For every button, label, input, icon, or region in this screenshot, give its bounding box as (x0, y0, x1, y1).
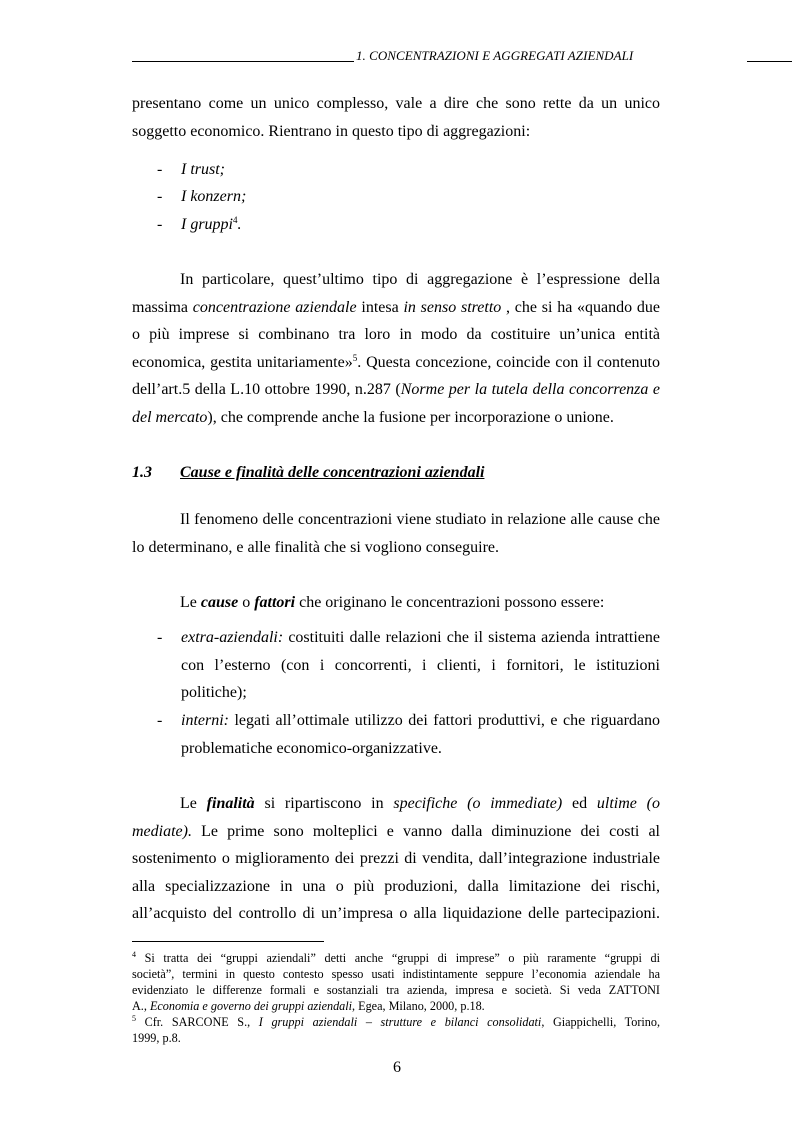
list-item-text: I konzern; (181, 188, 247, 205)
text-line: interni: legati all’ottimale utilizzo dei fattori produttivi, e che riguardano (181, 712, 660, 729)
text-line: problematiche economico-organizzative. (181, 739, 442, 757)
footnote-separator (132, 941, 324, 942)
running-title: 1. CONCENTRAZIONI E AGGREGATI AZIENDALI (356, 48, 634, 63)
list-item-extra-aziendali (181, 624, 660, 707)
dash-bullet: - (157, 216, 163, 233)
list-item-end: . (237, 216, 242, 233)
text-line: del mercato), che comprende anche la fusione per incorporazione o unione. (132, 408, 614, 426)
paragraph-1 (132, 90, 660, 145)
text-line: all’acquisto del controllo di un’impresa o alla liquidazione delle partecipazioni. (132, 905, 660, 922)
section-number: 1.3 (132, 464, 152, 481)
list-item-text: I gruppi (181, 216, 233, 233)
text-line: con l’esterno (con i concorrenti, i clienti, i fornitori, le istituzioni (181, 656, 660, 674)
text-line: alla specializzazione in una o più produzioni, dalla limitazione dei rischi, (132, 877, 660, 895)
dash-bullet: - (157, 161, 163, 178)
text-line: Le finalità si ripartiscono in specifiche (o immediate) ed ultime (o (180, 795, 660, 812)
text-line: economica, gestita unitariamente»$^5$. Questa concezione, coincide con il contenuto (132, 352, 660, 371)
footnote-5-line: $^5$ Cfr. SARCONE S., I gruppi aziendali – strutture e bilanci consolidati, Giappichelli, Torino, (132, 1014, 660, 1029)
paragraph-4 (132, 589, 660, 617)
list-item-interni (181, 707, 660, 762)
dash-bullet: - (157, 188, 163, 205)
paragraph-5 (132, 790, 660, 928)
footnotes (132, 950, 660, 1046)
text-line: In particolare, quest’ultimo tipo di aggregazione è l’espressione della (180, 271, 660, 288)
footnote-4-line: società”, termini in questo contesto spesso usati indistintamente seppure l’economia aziendale ha (132, 967, 660, 981)
header-rule-right (747, 61, 792, 62)
text-line: dell’art.5 della L.10 ottobre 1990, n.287 (Norme per la tutela della concorrenza e (132, 381, 661, 398)
dash-bullet: - (157, 629, 163, 646)
paragraph-3 (132, 506, 660, 561)
dash-bullet: - (157, 712, 163, 729)
footnote-4-line: $^4$ Si tratta dei “gruppi aziendali” detti anche “gruppi di imprese” o più raramente “gruppi di (132, 950, 660, 965)
text-line: o più imprese si combinano tra loro in modo da costituire un’unica entità (132, 326, 660, 343)
footnote-4-line: evidenziato le differenze formali e sostanziali tra azienda, impresa e società. Si veda ZATTONI (132, 983, 660, 997)
section-title: Cause e finalità delle concentrazioni aziendali (180, 464, 485, 481)
text-line: soggetto economico. Rientrano in questo tipo di aggregazioni: (132, 122, 531, 140)
text-line: Le cause o fattori che originano le concentrazioni possono essere: (180, 594, 605, 611)
text-line: massima concentrazione aziendale intesa in senso stretto , che si ha «quando due (132, 298, 661, 316)
header-rule-left (132, 61, 354, 62)
text-line: extra-aziendali: costituiti dalle relazioni che il sistema azienda intrattiene (181, 629, 660, 646)
text-line: sostenimento o miglioramento dei prezzi di vendita, dall’integrazione industriale (132, 850, 660, 867)
running-header (132, 48, 660, 64)
paragraph-2 (132, 266, 660, 431)
page-number: 6 (393, 1059, 401, 1076)
text-line: presentano come un unico complesso, vale a dire che sono rette da un unico (132, 95, 660, 112)
footnote-5-line: 1999, p.8. (132, 1031, 181, 1045)
footnote-ref: 5 (352, 352, 358, 363)
footnote-4-line: A., Economia e governo dei gruppi aziendali, Egea, Milano, 2000, p.18. (132, 999, 485, 1013)
text-line: politiche); (181, 684, 247, 701)
text-line: lo determinano, e alle finalità che si vogliono conseguire. (132, 538, 499, 556)
text-line: Il fenomeno delle concentrazioni viene studiato in relazione alle cause che (180, 511, 660, 528)
footnote-ref: 4 (233, 215, 238, 225)
list-item-text: I trust; (181, 161, 225, 178)
text-line: mediate). Le prime sono molteplici e vanno dalla diminuzione dei costi al (132, 822, 660, 840)
